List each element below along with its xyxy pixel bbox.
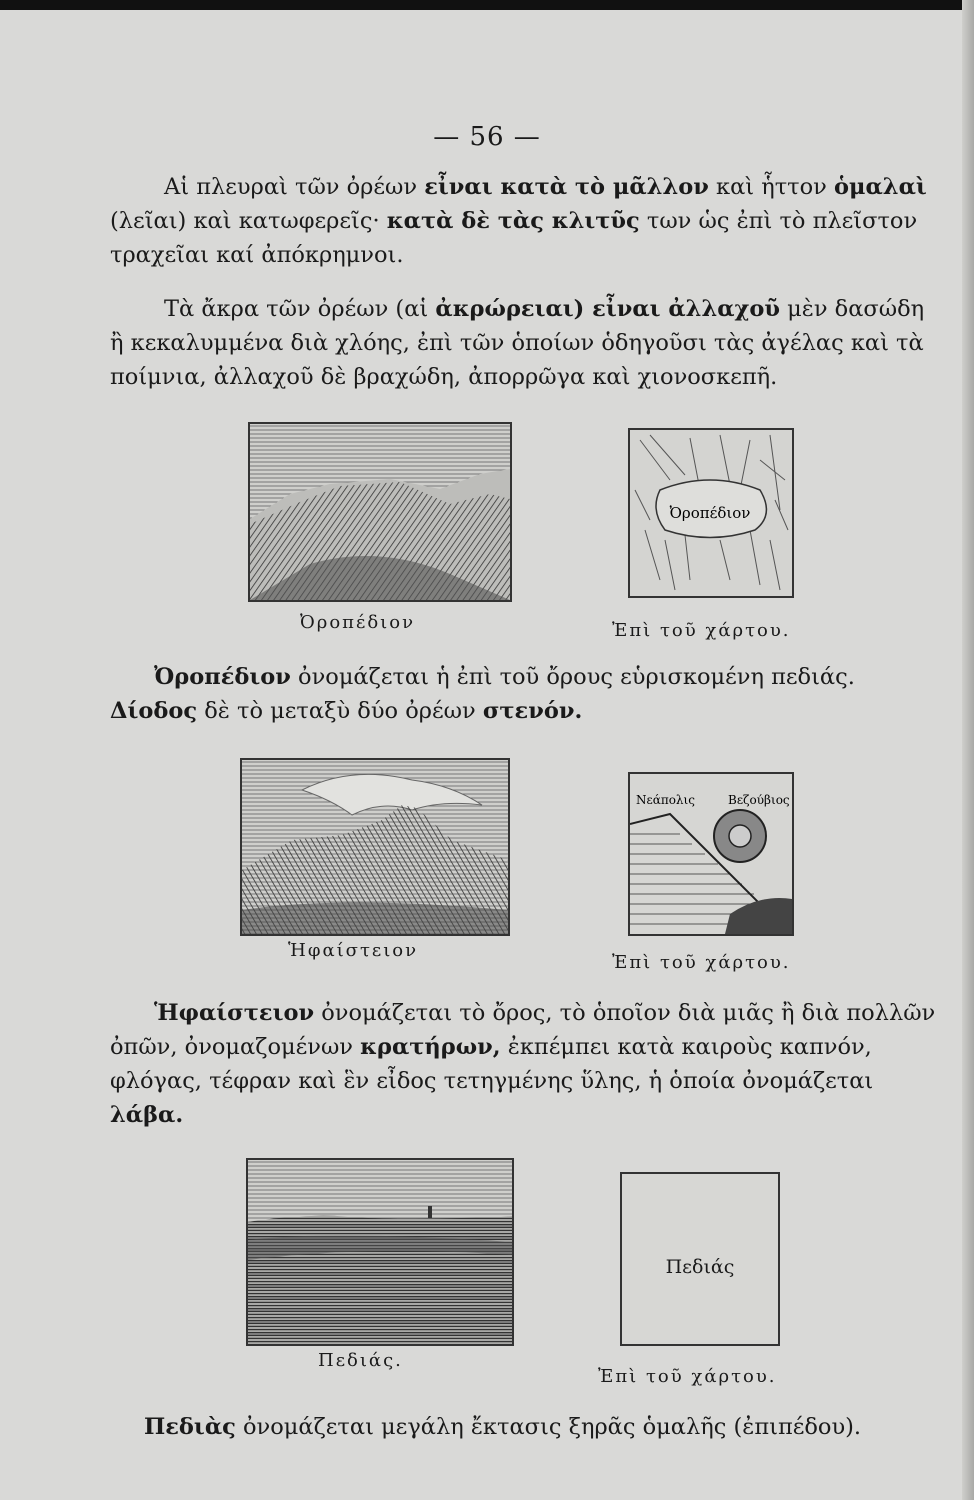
p3-text-b: δὲ τὸ μεταξὺ δύο ὀρέων — [197, 698, 483, 724]
paragraph-summits — [110, 292, 940, 394]
plain-map — [620, 1172, 780, 1346]
page-right-edge — [962, 0, 974, 1500]
p2-bold-a: ἀκρώρειαι) εἶναι ἀλλαχοῦ — [435, 296, 780, 322]
plateau-map-caption: Ἐπὶ τοῦ χάρτου. — [612, 620, 791, 641]
p3-bold-b: Δίοδος — [110, 698, 198, 724]
volcano-map — [628, 772, 794, 936]
page-top-edge — [0, 0, 974, 10]
volcano-map-label-volcano: Βεζούβιος — [728, 793, 790, 807]
paragraph-plateau — [110, 660, 940, 728]
plain-illustration — [246, 1158, 514, 1346]
volcano-picture-caption: Ἡφαίστειον — [288, 940, 419, 961]
p1-bold-a: εἶναι κατὰ τὸ μᾶλλον — [424, 174, 709, 200]
p4-bold-b: κρατήρων, — [360, 1034, 501, 1060]
p3-text-a: ὀνομάζεται ἡ ἐπὶ τοῦ ὄρους εὑρισκομένη πεδιάς. — [290, 664, 855, 690]
p1-text-d: των ὡς ἐπὶ τὸ πλεῖστον τραχεῖαι καί ἀπόκρημνοι. — [110, 208, 918, 268]
p5-text-a: ὀνομάζεται μεγάλη ἔκτασις ξηρᾶς ὁμαλῆς (ἐπιπέδου). — [235, 1414, 862, 1440]
p2-text-b: μὲν δασώδη ἢ κεκαλυμμένα διὰ χλόης, ἐπὶ τῶν ὁποίων ὁδηγοῦσι τὰς ἀγέλας καὶ τὰ ποίμνια, ἀλλαχοῦ δὲ βραχώδη, ἀπορρῶγα καὶ χιονοσκεπῆ. — [110, 296, 925, 390]
p4-bold-c: λάβα. — [110, 1102, 184, 1128]
plateau-map — [628, 428, 794, 598]
p2-text-a: Τὰ ἄκρα τῶν ὀρέων (αἱ — [164, 296, 436, 322]
plain-picture-caption: Πεδιάς. — [318, 1350, 403, 1371]
paragraph-slopes — [110, 170, 940, 272]
p5-bold-a: Πεδιὰς — [144, 1414, 236, 1440]
p1-text-c: (λεῖαι) καὶ κατωφερεῖς· — [110, 208, 387, 234]
p3-bold-c: στενόν. — [482, 698, 583, 724]
p1-text-b: καὶ ἧττον — [708, 174, 834, 200]
plain-map-label: Πεδιάς — [665, 1256, 735, 1278]
plateau-picture-caption: Ὀροπέδιον — [300, 612, 416, 633]
p4-text-a: ὀνομάζεται τὸ ὄρος, τὸ ὁποῖον διὰ μιᾶς ἢ διὰ πολλῶν ὀπῶν, ὀνομαζομένων — [110, 1000, 936, 1060]
p1-bold-c: κατὰ δὲ τὰς κλιτῦς — [386, 208, 640, 234]
volcano-map-label-city: Νεάπολις — [636, 793, 695, 807]
p4-text-b: ἐκπέμπει κατὰ καιροὺς καπνόν, φλόγας, τέφραν καὶ ἓν εἶδος τετηγμένης ὕλης, ἡ ὁποία ὀνομάζεται — [110, 1034, 874, 1094]
paragraph-plain — [110, 1410, 940, 1444]
volcano-illustration — [240, 758, 510, 936]
p1-bold-b: ὁμαλαὶ — [834, 174, 927, 200]
p3-bold-a: Ὀροπέδιον — [154, 664, 291, 690]
paragraph-volcano — [110, 996, 940, 1132]
plateau-map-label: Ὀροπέδιον — [669, 504, 751, 522]
volcano-map-caption: Ἐπὶ τοῦ χάρτου. — [612, 952, 791, 973]
page-number: — 56 — — [433, 122, 541, 152]
p1-text-a: Αἱ πλευραὶ τῶν ὀρέων — [164, 174, 425, 200]
p4-bold-a: Ἡφαίστειον — [154, 1000, 315, 1026]
plain-map-caption: Ἐπὶ τοῦ χάρτου. — [598, 1366, 777, 1387]
plateau-illustration — [248, 422, 512, 602]
